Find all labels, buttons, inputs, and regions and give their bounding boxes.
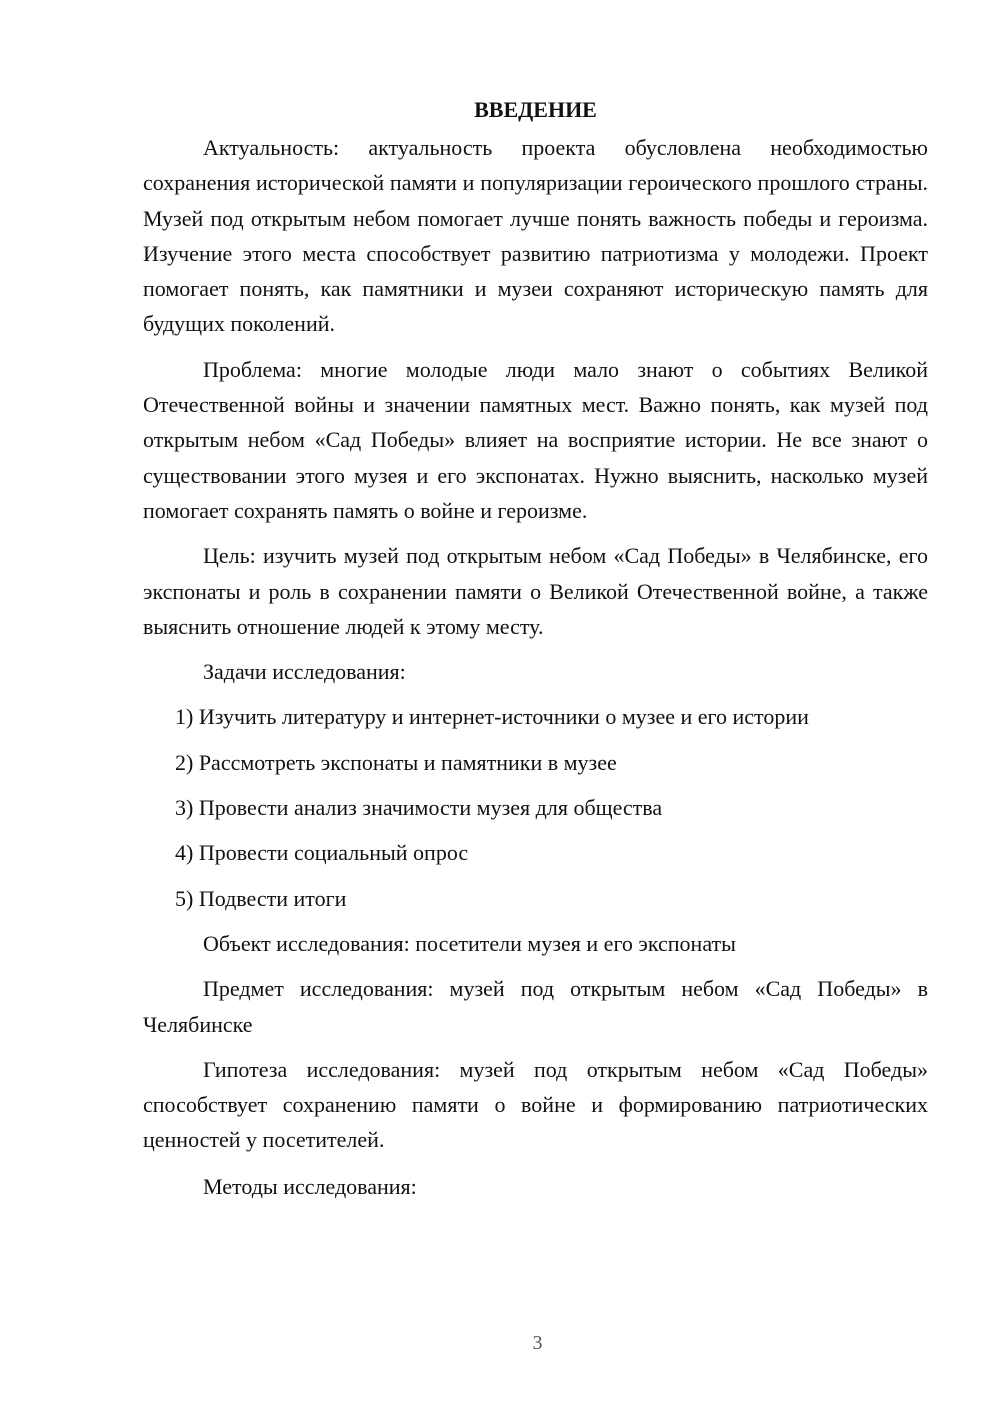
methods-heading: Методы исследования: [203,1173,417,1199]
task-item-5: 5) Подвести итоги [175,885,347,911]
relevance-paragraph: Актуальность: актуальность проекта обусловлена необходимостью сохранения исторической памяти и популяризации героического прошлого страны. Музей под открытым небом помогает лучше понять важность победы и героизма. Изучение этого места способствует развитию патриотизма у молодежи. Проект помогает понять, как памятники и музеи сохраняют историческую память для будущих поколений. [143,135,928,337]
task-item-2: 2) Рассмотреть экспонаты и памятники в музее [175,749,617,775]
section-title: ВВЕДЕНИЕ [474,97,597,122]
tasks-heading: Задачи исследования: [203,659,406,685]
hypothesis-paragraph: Гипотеза исследования: музей под открытым небом «Сад Победы» способствует сохранению памяти о войне и формированию патриотических ценностей у посетителей. [143,1056,928,1153]
page-number: 3 [532,1332,543,1354]
task-item-3: 3) Провести анализ значимости музея для общества [175,795,663,821]
goal-paragraph: Цель: изучить музей под открытым небом «Сад Победы» в Челябинске, его экспонаты и роль в сохранении памяти о Великой Отечественной войне, а также выяснить отношение людей к этому месту. [143,543,928,639]
task-item-1: 1) Изучить литературу и интернет-источники о музее и его истории [175,704,809,730]
task-item-4: 4) Провести социальный опрос [175,840,469,866]
document-page [143,92,928,1204]
problem-paragraph: Проблема: многие молодые люди мало знают о событиях Великой Отечественной войны и значении памятных мест. Важно понять, как музей под открытым небом «Сад Победы» влияет на восприятие истории. Не все знают о существовании этого музея и его экспонатах. Нужно выяснить, насколько музей помогает сохранять память о войне и героизме. [143,356,928,523]
object-paragraph: Объект исследования: посетители музея и его экспонаты [203,930,736,956]
subject-paragraph: Предмет исследования: музей под открытым небом «Сад Победы» в Челябинске [143,976,928,1037]
